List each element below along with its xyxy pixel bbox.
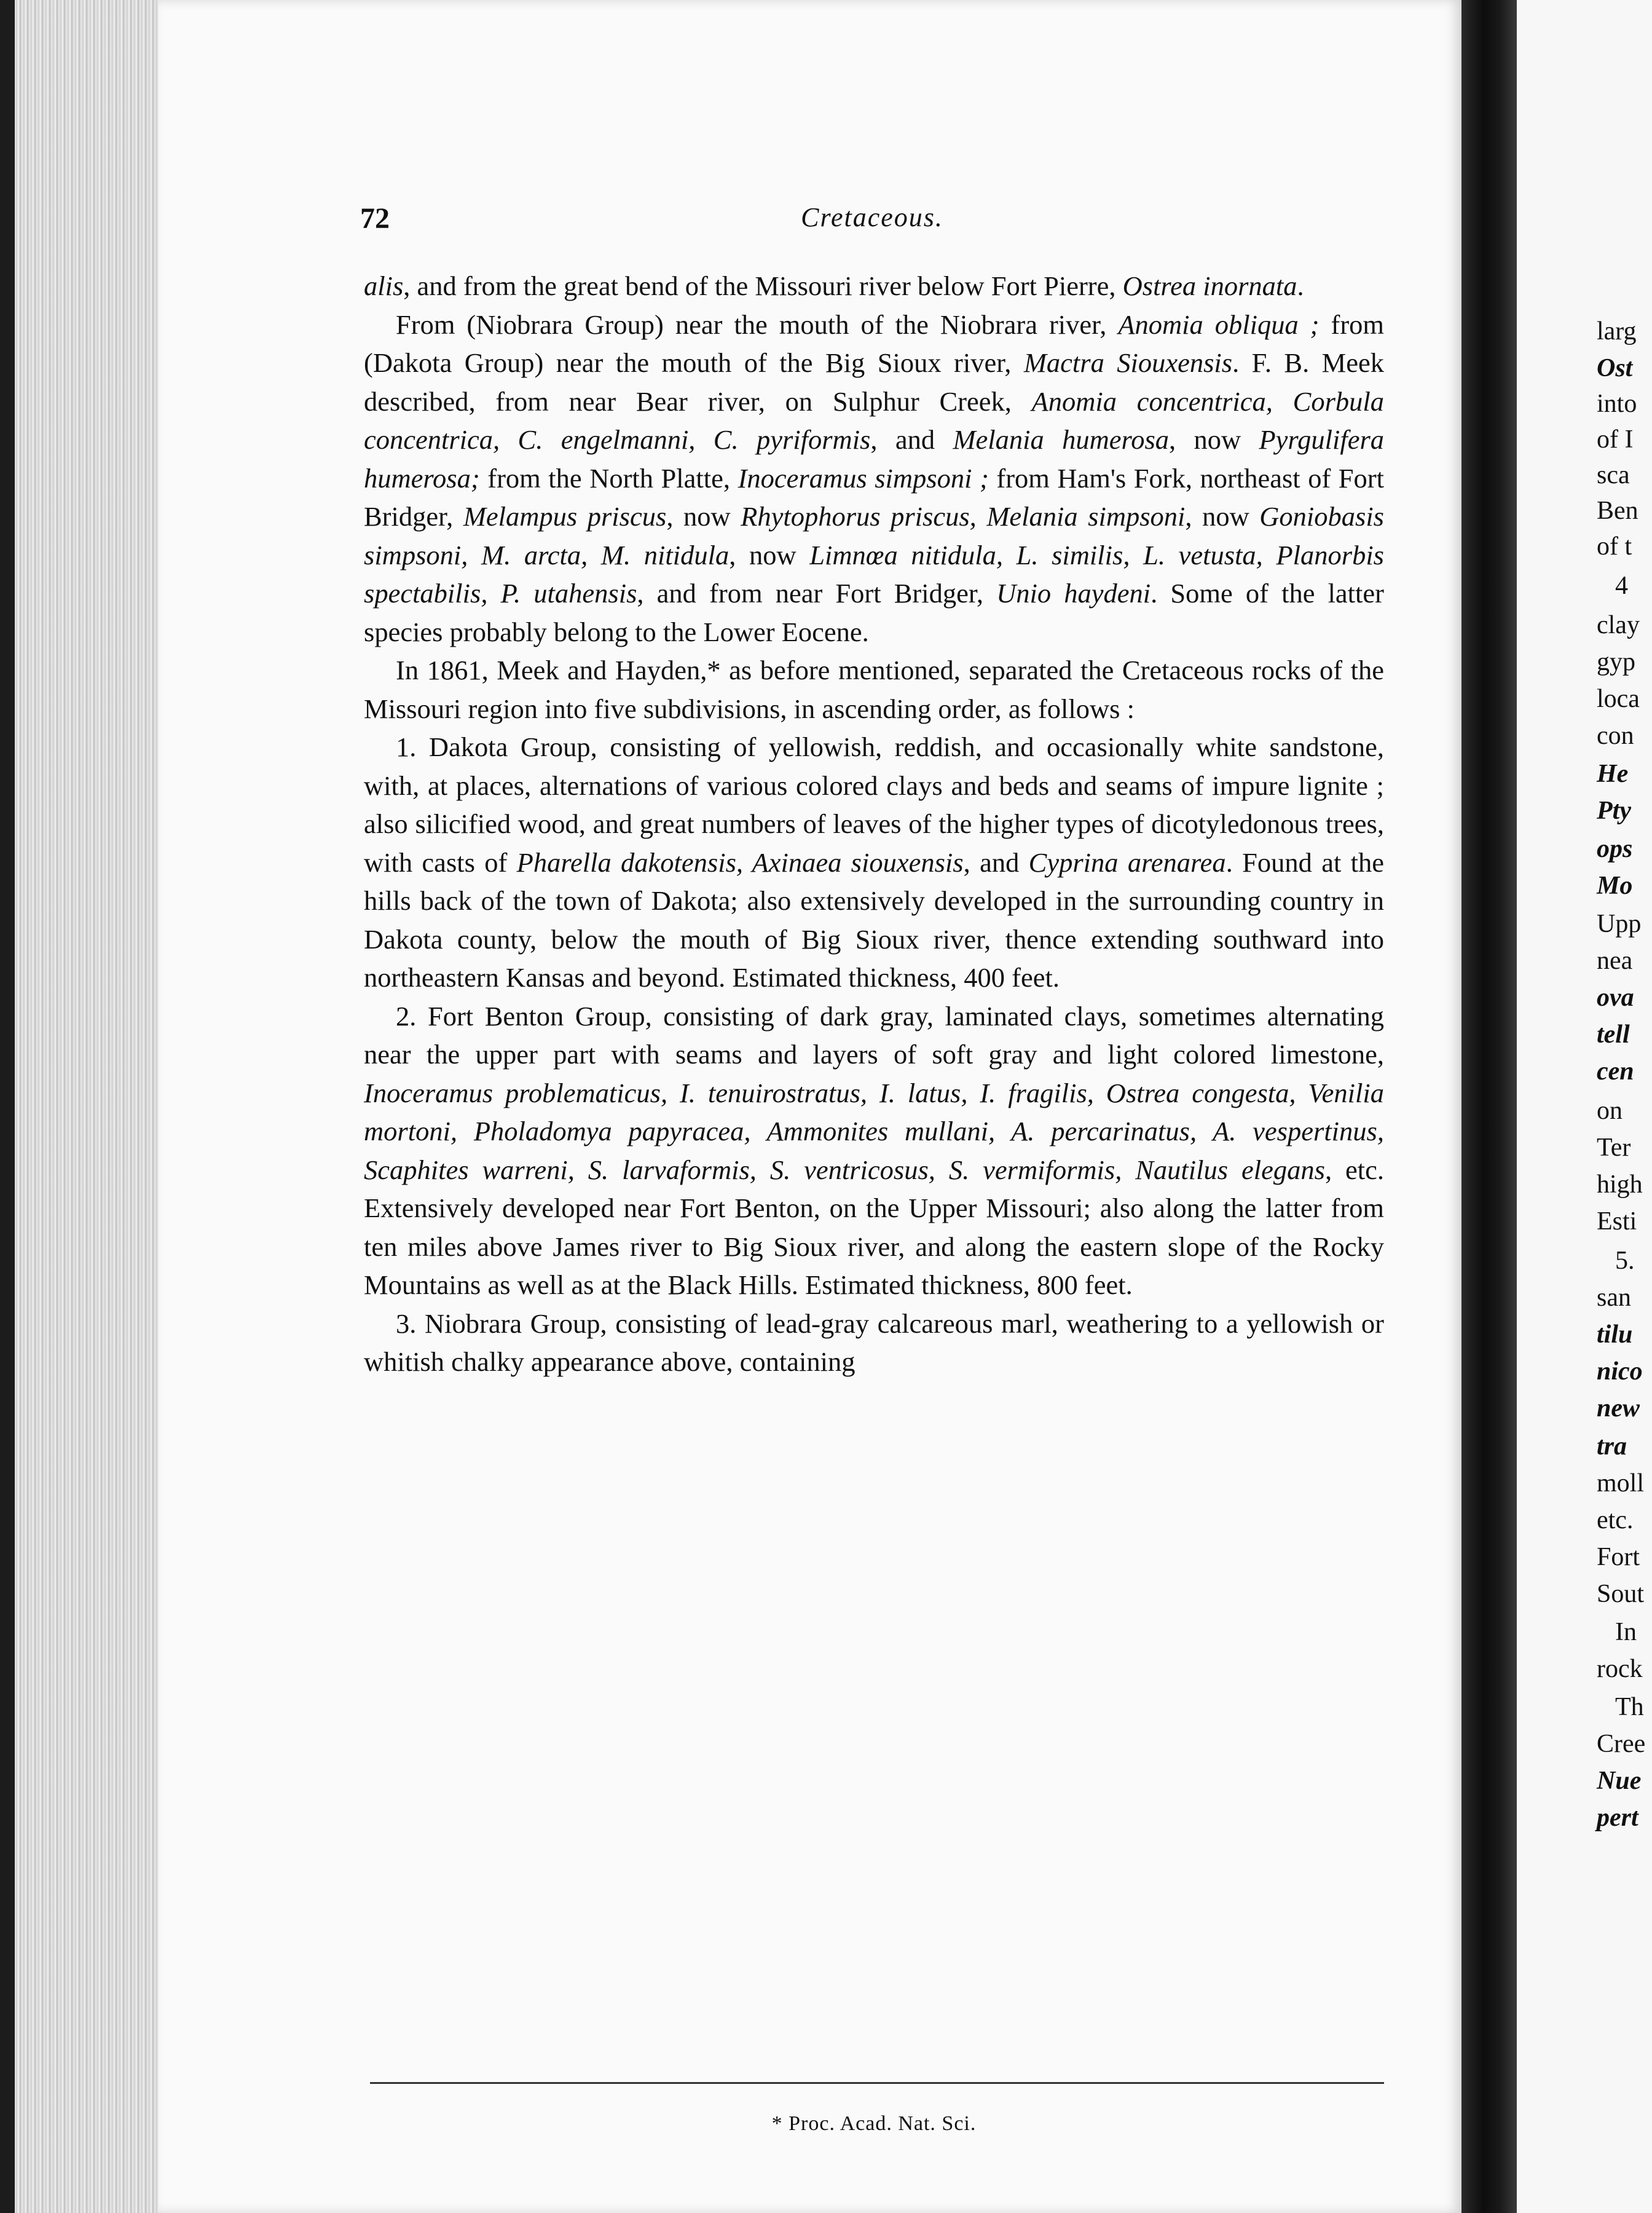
text-run: . Found at the hills back of the town of Dakota; also extensively developed in the surrounding country in Dakota county, below the mouth of Big Sioux river, thence extending southward into northeastern Kansas and beyond. Estimated thickness, 400 feet.: [364, 846, 1385, 993]
paragraph: [364, 1304, 1384, 1381]
adjacent-page-line: nea: [1597, 947, 1633, 975]
adjacent-page-line: into: [1597, 390, 1637, 418]
italic-run: Cyprina arenarea: [1028, 846, 1226, 878]
adjacent-page-line: tra: [1597, 1432, 1627, 1461]
italic-run: Melampus priscus: [463, 501, 667, 532]
adjacent-page-line: new: [1597, 1394, 1640, 1422]
italic-run: Melania humerosa: [953, 424, 1170, 455]
italic-run: alis: [364, 270, 404, 301]
adjacent-page-fragment: [1517, 0, 1652, 2213]
adjacent-page-line: clay: [1597, 611, 1640, 639]
adjacent-page-line: larg: [1597, 317, 1637, 345]
text-run: , and from near Fort Bridger,: [637, 578, 997, 609]
page-header: [360, 202, 1384, 239]
adjacent-page-line: moll: [1597, 1469, 1645, 1497]
footnote: * Proc. Acad. Nat. Sci.: [771, 2112, 977, 2135]
paragraph: [364, 651, 1384, 728]
text-run: 2. Fort Benton Group, consisting of dark gray, laminated clays, sometimes alternating near the upper part with seams and layers of soft gray and light colored limestone,: [364, 1000, 1384, 1070]
text-run: , and: [963, 846, 1029, 878]
adjacent-page-line: etc.: [1597, 1506, 1634, 1534]
adjacent-page-line: Nue: [1597, 1767, 1642, 1795]
italic-run: Pharella dakotensis, Axinaea siouxensis: [516, 846, 964, 878]
text-run: 3. Niobrara Group, consisting of lead-gray calcareous marl, weathering to a yellowish or whitish chalky appearance above, containing: [364, 1308, 1384, 1377]
running-head: Cretaceous.: [801, 202, 943, 232]
book-spine: [1461, 0, 1517, 2213]
adjacent-page-line: high: [1597, 1170, 1643, 1199]
text-run: , now: [1185, 501, 1260, 532]
adjacent-page-line: In: [1615, 1618, 1637, 1646]
adjacent-page-line: ova: [1597, 984, 1634, 1012]
adjacent-page-line: Pty: [1597, 797, 1631, 825]
text-run: In 1861, Meek and Hayden,* as before mentioned, separated the Cretaceous rocks of the Missouri region into five subdivisions, in ascending order, as follows :: [364, 655, 1384, 724]
adjacent-page-line: 4: [1615, 572, 1628, 600]
adjacent-page-line: cen: [1597, 1057, 1634, 1086]
italic-run: Inoceramus simpsoni ;: [738, 462, 989, 494]
text-run: From (Niobrara Group) near the mouth of the Niobrara river,: [396, 309, 1119, 340]
paragraph: [364, 267, 1384, 306]
italic-run: Goniobasis simpsoni, M. arcta, M. nitidula: [364, 501, 1384, 570]
adjacent-page-line: pert: [1597, 1804, 1638, 1832]
adjacent-page-line: ops: [1597, 835, 1633, 863]
adjacent-page-line: rock: [1597, 1655, 1643, 1683]
text-run: , and: [870, 424, 953, 455]
text-run: , now: [729, 539, 810, 570]
adjacent-page-line: san: [1597, 1284, 1631, 1312]
text-run: from the North Platte,: [479, 462, 738, 494]
adjacent-page-line: Th: [1615, 1693, 1644, 1721]
adjacent-page-line: nico: [1597, 1357, 1643, 1386]
adjacent-page-line: on: [1597, 1097, 1622, 1125]
adjacent-page-line: Ost: [1597, 354, 1633, 382]
adjacent-page-line: Cree: [1597, 1730, 1646, 1758]
italic-run: Inoceramus problematicus, I. tenuirostratus, I. latus, I. fragilis, Ostrea congesta, Venilia mortoni, Pholadomya papyracea, Ammonites mullani, A. percarinatus, A. vespertinus, Scaphites warreni, S. larvaformis, S. ventricosus, S. vermiformis, Nautilus elegans: [364, 1077, 1384, 1185]
footnote-rule: [370, 2082, 1384, 2084]
adjacent-page-line: gyp: [1597, 648, 1635, 676]
adjacent-page-line: Mo: [1597, 872, 1633, 900]
text-run: , etc. Extensively developed near Fort Benton, on the Upper Missouri; also along the latter from ten miles above James river to Big Sioux river, and along the eastern slope of the Rocky Mountains as well as at the Black Hills. Estimated thickness, 800 feet.: [364, 1154, 1384, 1300]
adjacent-page-line: Esti: [1597, 1207, 1637, 1236]
italic-run: Anomia obliqua ;: [1118, 309, 1320, 340]
text-run: . Some of the latter species probably belong to the Lower Eocene.: [364, 578, 1384, 647]
adjacent-page-line: 5.: [1615, 1247, 1635, 1275]
text-run: , now: [666, 501, 741, 532]
text-run: from Ham's Fork, northeast of Fort Bridger,: [364, 462, 1384, 532]
paragraph: [364, 728, 1384, 997]
adjacent-page-line: Ter: [1597, 1134, 1631, 1162]
italic-run: Mactra Siouxensis: [1023, 347, 1233, 378]
adjacent-page-line: tilu: [1597, 1320, 1633, 1349]
book-page-edges: [0, 0, 159, 2213]
italic-run: Pyrgulifera humerosa;: [364, 424, 1385, 494]
italic-run: Ostrea inornata: [1122, 270, 1297, 301]
text-run: , now: [1169, 424, 1259, 455]
text-run: . F. B. Meek described, from near Bear river, on Sulphur Creek,: [364, 347, 1384, 417]
text-run: , and from the great bend of the Missouri river below Fort Pierre,: [403, 270, 1123, 301]
text-run: from (Dakota Group) near the mouth of the Big Sioux river,: [364, 309, 1384, 378]
page-number: 72: [360, 202, 390, 235]
italic-run: Anomia concentrica, Corbula concentrica, C. engelmanni, C. pyriformis: [364, 385, 1384, 455]
adjacent-page-line: Fort: [1597, 1543, 1640, 1571]
italic-run: Unio haydeni: [996, 578, 1151, 609]
adjacent-page-line: of I: [1597, 425, 1634, 454]
adjacent-page-line: of t: [1597, 532, 1632, 561]
paragraph: [364, 997, 1384, 1304]
text-run: .: [1297, 270, 1304, 301]
adjacent-page-line: tell: [1597, 1020, 1630, 1049]
adjacent-page-line: Upp: [1597, 910, 1642, 938]
adjacent-page-line: He: [1597, 760, 1629, 788]
body-text: [364, 267, 1384, 1381]
adjacent-page-line: sca: [1597, 461, 1630, 489]
adjacent-page-line: Ben: [1597, 497, 1638, 525]
italic-run: Rhytophorus priscus, Melania simpsoni: [741, 501, 1186, 532]
adjacent-page-line: loca: [1597, 685, 1640, 713]
italic-run: Limnœa nitidula, L. similis, L. vetusta, Planorbis spectabilis, P. utahensis: [364, 539, 1384, 609]
adjacent-page-line: Sout: [1597, 1580, 1645, 1608]
adjacent-page-line: con: [1597, 722, 1634, 750]
paragraph: [364, 306, 1384, 652]
text-run: 1. Dakota Group, consisting of yellowish, reddish, and occasionally white sandstone, with, at places, alternations of various colored clays and beds and seams of impure lignite ; also silicified wood, and great numbers of leaves of the higher types of dicotyledonous trees, with casts of: [364, 732, 1384, 878]
